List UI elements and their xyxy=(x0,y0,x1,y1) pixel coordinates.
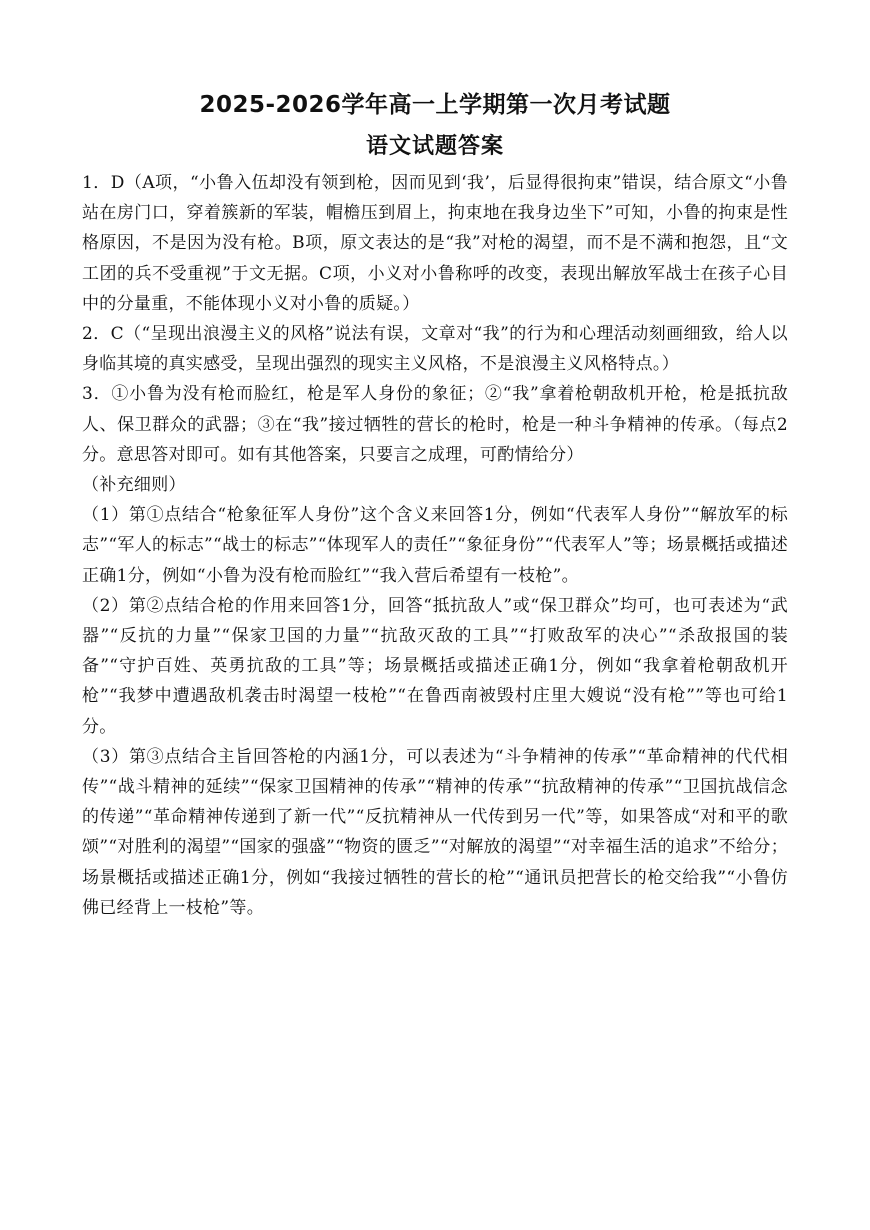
supplement-rule-3: （3）第③点结合主旨回答枪的内涵1分，可以表述为“斗争精神的传承”“革命精神的代代相传”“战斗精神的延续”“保家卫国精神的传承”“精神的传承”“抗敌精神的传承”“卫国抗战信念的传递”“革命精神传递到了新一代”“反抗精神从一代传到另一代”等，如果答成“对和平的歌颂”“对胜利的渴望”“国家的强盛”“物资的匮乏”“对解放的渴望”“对幸福生活的追求”不给分；场景概括或描述正确1分，例如“我接过牺牲的营长的枪”“通讯员把营长的枪交给我”“小鲁仿佛已经背上一枝枪”等。 xyxy=(82,746,788,918)
answer-1: 1．D（A项，“小鲁入伍却没有领到枪，因而见到‘我’，后显得很拘束”错误，结合原文“小鲁站在房门口，穿着簇新的军装，帽檐压到眉上，拘束地在我身边坐下”可知，小鲁的拘束是性格原因，不是因为没有枪。B项，原文表达的是“我”对枪的渴望，而不是不满和抱怨，且“文工团的兵不受重视”于文无据。C项，小义对小鲁称呼的改变，表现出解放军战士在孩子心目中的分量重，不能体现小义对小鲁的质疑。） xyxy=(82,173,788,314)
answer-3: 3．①小鲁为没有枪而脸红，枪是军人身份的象征；②“我”拿着枪朝敌机开枪，枪是抵抗敌人、保卫群众的武器；③在“我”接过牺牲的营长的枪时，枪是一种斗争精神的传承。（每点2分。意思答对即可。如有其他答案，只要言之成理，可酌情给分） xyxy=(82,384,788,465)
supplement-heading: （补充细则） xyxy=(82,475,186,496)
supplement-rule-1: （1）第①点结合“枪象征军人身份”这个含义来回答1分，例如“代表军人身份”“解放军的标志”“军人的标志”“战士的标志”“体现军人的责任”“象征身份”“代表军人”等；场景概括或描述正确1分，例如“小鲁为没有枪而脸红”“我入营后希望有一枝枪”。 xyxy=(82,505,788,586)
answer-2: 2．C（“呈现出浪漫主义的风格”说法有误，文章对“我”的行为和心理活动刻画细致，给人以身临其境的真实感受，呈现出强烈的现实主义风格，不是浪漫主义风格特点。） xyxy=(82,324,788,375)
supplement-rule-2: （2）第②点结合枪的作用来回答1分，回答“抵抗敌人”或“保卫群众”均可，也可表述为“武器”“反抗的力量”“保家卫国的力量”“抗敌灭敌的工具”“打败敌军的决心”“杀敌报国的装备”“守护百姓、英勇抗敌的工具”等；场景概括或描述正确1分，例如“我拿着枪朝敌机开枪”“我梦中遭遇敌机袭击时渴望一枝枪”“在鲁西南被毁村庄里大嫂说“没有枪””等也可给1分。 xyxy=(82,595,788,737)
document-subtitle: 语文试题答案 xyxy=(365,134,504,159)
document-title: 2025-2026学年高一上学期第一次月考试题 xyxy=(199,92,671,118)
